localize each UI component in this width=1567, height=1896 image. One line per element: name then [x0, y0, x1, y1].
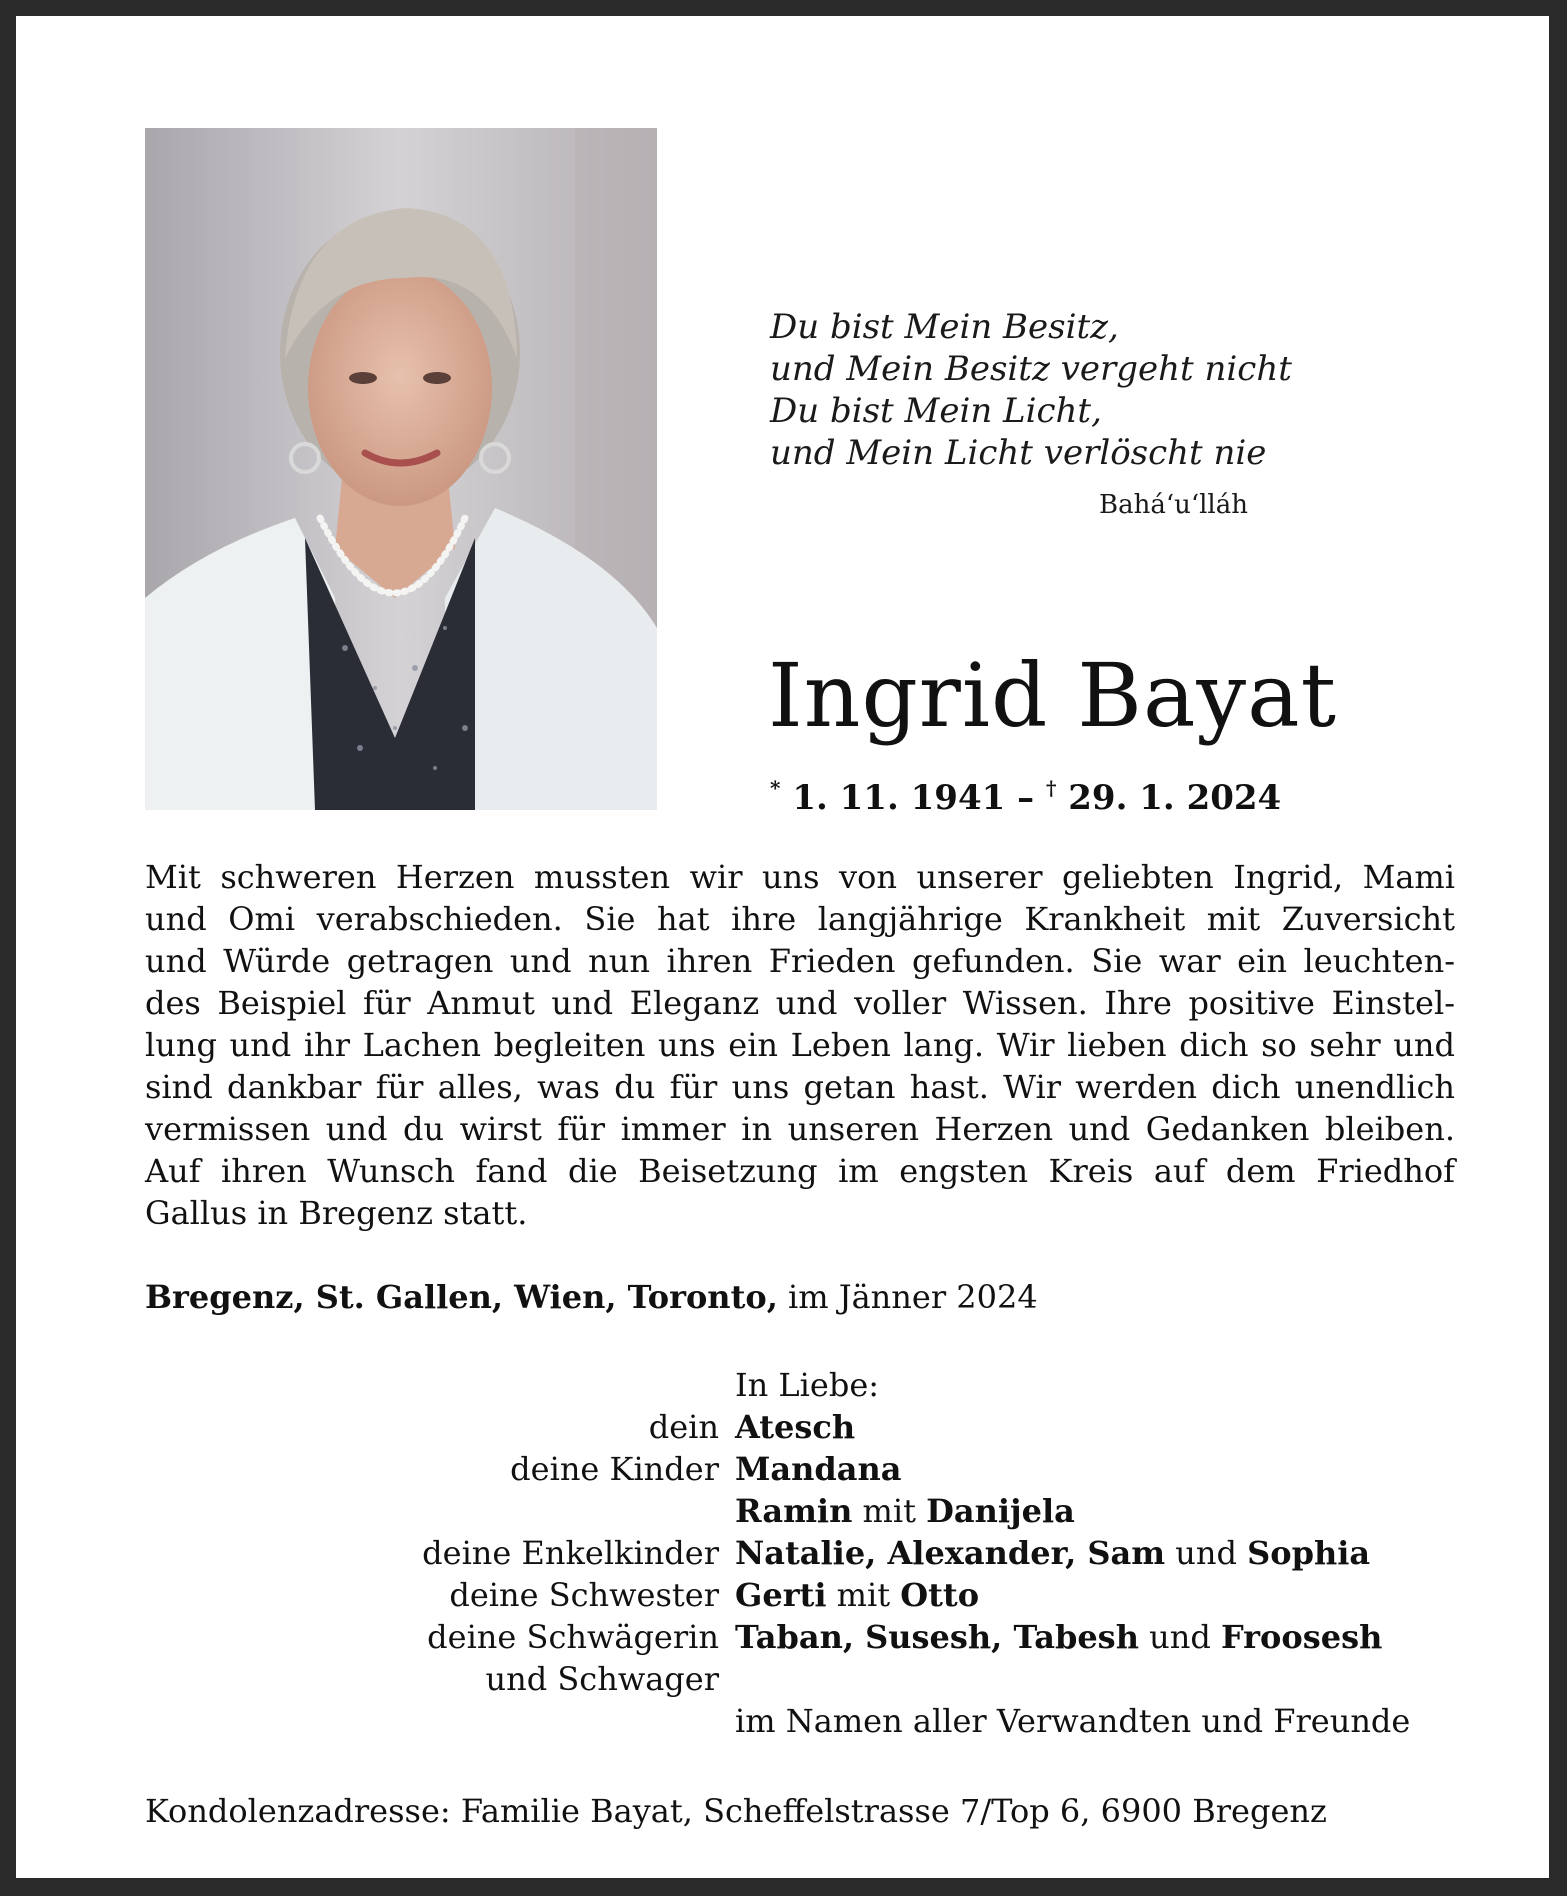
family-row — [16, 1450, 1549, 1492]
quote-line: und Mein Besitz vergeht nicht — [770, 349, 1292, 389]
family-relation: deine Schwägerin — [427, 1618, 719, 1656]
obituary-page — [16, 16, 1549, 1878]
family-member-name: Sophia — [1247, 1534, 1371, 1572]
family-connector: mit — [852, 1492, 927, 1530]
family-member-name: Danijela — [926, 1492, 1075, 1530]
text-line: vermissen und du wirst für immer in unseren Herzen und Gedanken bleiben. — [145, 1110, 1455, 1148]
family-row — [16, 1492, 1549, 1534]
family-row — [16, 1618, 1549, 1660]
portrait-illustration — [145, 128, 657, 810]
month-year: im Jänner 2024 — [777, 1278, 1038, 1316]
deceased-name: Ingrid Bayat — [768, 644, 1337, 747]
family-connector: im Namen aller Verwandten und Freunde — [735, 1702, 1411, 1740]
quote-block — [770, 306, 1290, 474]
family-names — [735, 1618, 1382, 1656]
family-connector: und — [1165, 1534, 1248, 1572]
family-row — [16, 1576, 1549, 1618]
text-line: Mit schweren Herzen mussten wir uns von unserer geliebten Ingrid, Mami — [145, 858, 1455, 896]
family-member-name: Atesch — [735, 1408, 856, 1446]
family-member-name: Mandana — [735, 1450, 902, 1488]
condolence-address: Kondolenzadresse: Familie Bayat, Scheffelstrasse 7/Top 6, 6900 Bregenz — [145, 1792, 1327, 1830]
family-member-name: Gerti — [735, 1576, 827, 1614]
family-relation: deine Enkelkinder — [422, 1534, 719, 1572]
death-date: 29. 1. 2024 — [1068, 778, 1282, 818]
family-relation: deine Schwester — [449, 1576, 719, 1614]
family-member-name: Otto — [900, 1576, 980, 1614]
family-intro: In Liebe: — [735, 1366, 880, 1404]
life-dates — [770, 778, 1281, 818]
family-row — [16, 1702, 1549, 1744]
family-member-name: Natalie, Alexander, Sam — [735, 1534, 1166, 1572]
family-intro-row — [16, 1366, 1549, 1408]
family-member-name: Ramin — [735, 1492, 853, 1530]
family-relation: und Schwager — [485, 1660, 719, 1698]
family-member-name: Taban, Susesh, Tabesh — [735, 1618, 1139, 1656]
family-list — [16, 1366, 1549, 1744]
text-line: lung und ihr Lachen begleiten uns ein Leben lang. Wir lieben dich so sehr und — [145, 1026, 1455, 1064]
text-line: des Beispiel für Anmut und Eleganz und voller Wissen. Ihre positive Einstel- — [145, 984, 1455, 1022]
family-names — [735, 1702, 1410, 1740]
family-member-name: Froosesh — [1221, 1618, 1383, 1656]
family-row — [16, 1534, 1549, 1576]
text-line: und Omi verabschieden. Sie hat ihre langjährige Krankheit mit Zuversicht — [145, 900, 1455, 938]
family-names — [735, 1408, 855, 1446]
family-names — [735, 1534, 1370, 1572]
quote-line: Du bist Mein Licht, — [770, 391, 1102, 431]
birth-symbol: * — [770, 776, 781, 800]
family-row — [16, 1660, 1549, 1702]
quote-author: Bahá‘u‘lláh — [1098, 490, 1248, 520]
text-line: Gallus in Bregenz statt. — [145, 1194, 528, 1232]
family-connector: mit — [826, 1576, 901, 1614]
family-row — [16, 1408, 1549, 1450]
family-relation: dein — [648, 1408, 719, 1446]
text-line: sind dankbar für alles, was du für uns getan hast. Wir werden dich unendlich — [145, 1068, 1455, 1106]
portrait-photo — [145, 128, 657, 810]
cities: Bregenz, St. Gallen, Wien, Toronto, — [145, 1278, 778, 1316]
family-rows — [16, 1408, 1549, 1744]
text-line: Auf ihren Wunsch fand die Beisetzung im engsten Kreis auf dem Friedhof — [145, 1152, 1455, 1190]
family-connector: und — [1138, 1618, 1221, 1656]
family-names — [735, 1492, 1075, 1530]
date-separator: – — [1005, 778, 1046, 818]
birth-date: 1. 11. 1941 — [792, 778, 1006, 818]
family-relation: deine Kinder — [510, 1450, 719, 1488]
death-symbol: † — [1045, 776, 1057, 800]
place-and-date — [145, 1278, 1038, 1316]
quote-line: Du bist Mein Besitz, — [770, 307, 1119, 347]
quote-line: und Mein Licht verlöscht nie — [770, 433, 1267, 473]
text-line: und Würde getragen und nun ihren Frieden gefunden. Sie war ein leuchten- — [145, 942, 1455, 980]
obituary-text — [145, 856, 1455, 1234]
family-names — [735, 1576, 979, 1614]
family-names — [735, 1450, 902, 1488]
